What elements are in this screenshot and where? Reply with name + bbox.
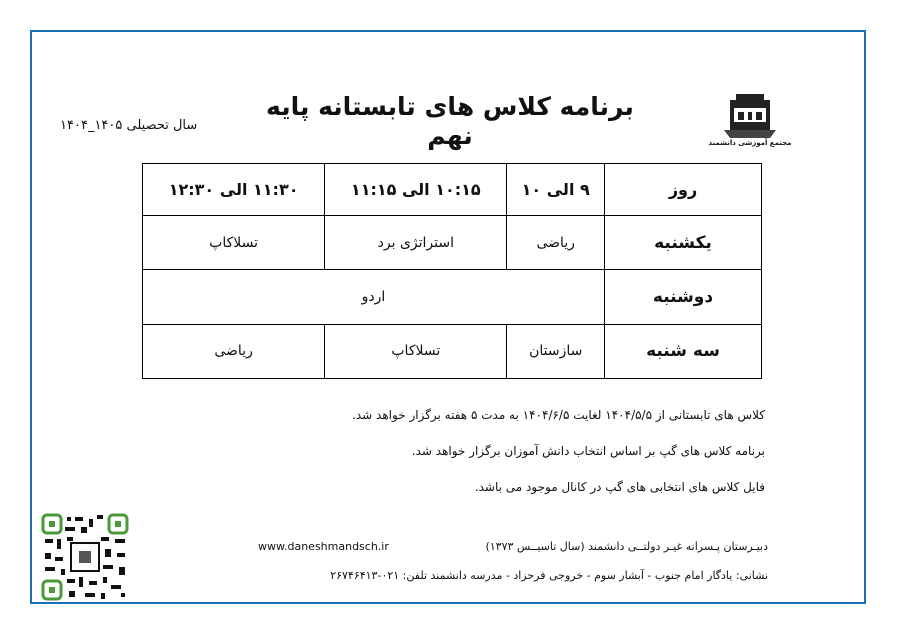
column-header-slot-1: ۹ الی ۱۰ [507,164,605,216]
table-row [143,215,762,269]
note-line: کلاس های تابستانی از ۱۴۰۴/۵/۵ لغایت ۱۴۰۴/۶/۵ به مدت ۵ هفته برگزار خواهد شد. [352,408,765,422]
table-row [143,270,762,324]
column-header-slot-3: ۱۱:۳۰ الی ۱۲:۳۰ [143,164,325,216]
class-cell: سازستان [507,324,605,378]
day-cell: یکشنبه [605,215,762,269]
class-cell: تسلاکاپ [325,324,507,378]
note-line: برنامه کلاس های گپ بر اساس انتخاب دانش آموزان برگزار خواهد شد. [411,444,765,458]
column-header-slot-2: ۱۰:۱۵ الی ۱۱:۱۵ [325,164,507,216]
column-header-day: روز [605,164,762,216]
class-cell: ریاضی [507,215,605,269]
class-cell: ریاضی [143,324,325,378]
merged-class-cell: اردو [143,270,605,324]
day-cell: دوشنبه [605,270,762,324]
website-link[interactable]: www.daneshmandsch.ir [258,540,389,553]
schedule-table [142,163,762,379]
notes [250,400,765,508]
qr-code [41,513,129,601]
table-header-row [143,164,762,216]
footer-address: نشانی: یادگار امام جنوب - آبشار سوم - خروجی فرحزاد - مدرسه دانشمند تلفن: ۰۲۱-۲۶۷۴۶۴۱۳ [330,569,768,582]
note-line: فایل کلاس های انتخابی های گپ در کانال موجود می باشد. [474,480,765,494]
table-row [143,324,762,378]
logo-caption: مجتمع آموزشی دانشمند [708,139,792,147]
academic-year: سال تحصیلی ۱۴۰۵_۱۴۰۴ [60,118,198,133]
day-cell: سه شنبه [605,324,762,378]
class-cell: استراتژی برد [325,215,507,269]
school-name: دبیـرستان پـسرانه غیـر دولتــی دانشمند (سال تاسیــس ۱۳۷۳) [485,540,768,553]
page-title: برنامه کلاس های تابستانه پایه نهم [266,92,634,150]
class-cell: تسلاکاپ [143,215,325,269]
